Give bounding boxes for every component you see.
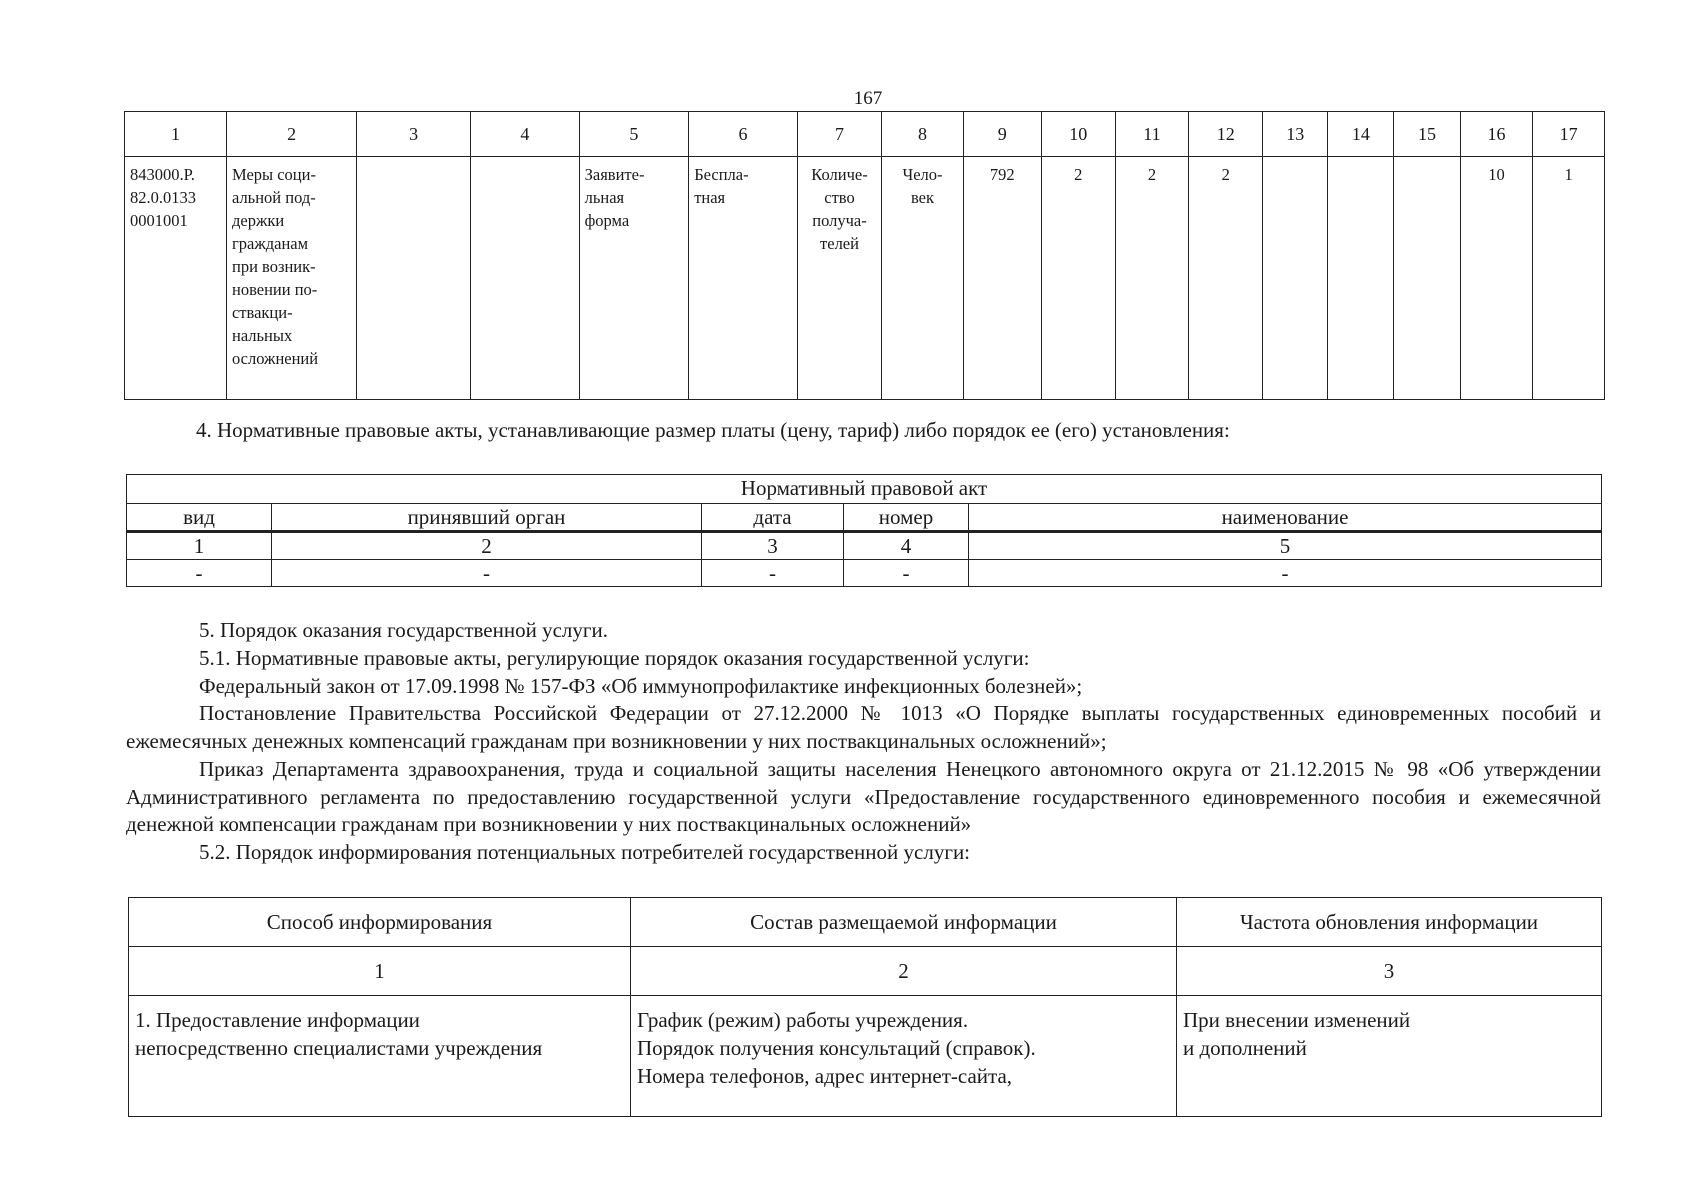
table-cell: - (702, 560, 844, 587)
table-cell: - (272, 560, 702, 587)
column-header: вид (127, 504, 272, 532)
table-header-row (129, 898, 1602, 947)
column-header: 8 (882, 112, 963, 157)
column-header: наименование (969, 504, 1602, 532)
page-number: 167 (853, 88, 883, 109)
table-header-row (125, 112, 1605, 157)
information-content-cell: График (режим) работы учреждения. Порядок получения консультаций (справок). Номера телефонов, адрес интернет-сайта, (631, 996, 1177, 1117)
legal-act-title: Нормативный правовой акт (127, 475, 1602, 504)
section-5-heading: 5. Порядок оказания государственной услуги. (199, 618, 608, 642)
registry-code-cell: 843000.Р. 82.0.0133 0001001 (125, 157, 227, 400)
legal-act-table (126, 474, 1602, 587)
column-header: 17 (1533, 112, 1605, 157)
column-header: 13 (1263, 112, 1328, 157)
service-name-cell: Меры соци- альной под- держки гражданам при возник- новении по- ствакци- нальных осложнений (226, 157, 356, 400)
payment-cell: Беспла- тная (689, 157, 798, 400)
column-header: 2 (226, 112, 356, 157)
table-cell: 2 (631, 947, 1177, 996)
form-cell: Заявите- льная форма (579, 157, 689, 400)
table-cell: - (844, 560, 969, 587)
deviation-absolute-cell: 1 (1533, 157, 1605, 400)
table-cell: - (127, 560, 272, 587)
table-cell: 3 (1177, 947, 1602, 996)
column-header: дата (702, 504, 844, 532)
value-cell: 2 (1041, 157, 1115, 400)
column-header: принявший орган (272, 504, 702, 532)
column-header: 6 (689, 112, 798, 157)
indicator-cell: Количе- ство получа- телей (797, 157, 882, 400)
law-paragraph: Федеральный закон от 17.09.1998 № 157-ФЗ «Об иммунопрофилактике инфекционных болезней»; (199, 674, 1083, 698)
informing-method-cell: 1. Предоставление информации непосредственно специалистами учреждения (129, 996, 631, 1117)
column-header: 7 (797, 112, 882, 157)
table-cell (357, 157, 471, 400)
law-paragraph: Приказ Департамента здравоохранения, труда и социальной защиты населения Ненецкого автономного округа от 21.12.2015 № 98 «Об утверждении Административного регламента по предоставлению государственной услуги «Предоставление государственного единовременного пособия и ежемесячной денежной компенсации гражданам при возникновении у них поствакцинальных осложнений» (126, 757, 1601, 836)
informing-table (128, 897, 1602, 1117)
column-header: 4 (471, 112, 580, 157)
column-header: 16 (1460, 112, 1533, 157)
table-cell: 1 (127, 532, 272, 560)
table-row (127, 532, 1602, 560)
column-header: 9 (963, 112, 1041, 157)
table-cell: 2 (272, 532, 702, 560)
table-cell (1263, 157, 1328, 400)
column-header: 10 (1041, 112, 1115, 157)
table-row (125, 157, 1605, 400)
value-cell: 2 (1189, 157, 1263, 400)
column-header: 12 (1189, 112, 1263, 157)
column-header: 1 (125, 112, 227, 157)
table-cell (1328, 157, 1394, 400)
column-header: Способ информирования (129, 898, 631, 947)
table-number-row (129, 947, 1602, 996)
column-header: Частота обновления информации (1177, 898, 1602, 947)
section-4-heading: 4. Нормативные правовые акты, устанавливающие размер платы (цену, тариф) либо порядок ее (его) установления: (196, 418, 1230, 442)
table-cell: 4 (844, 532, 969, 560)
value-cell: 2 (1115, 157, 1189, 400)
indicators-table (124, 111, 1605, 400)
column-header: 15 (1394, 112, 1460, 157)
table-cell (1394, 157, 1460, 400)
column-header: 5 (579, 112, 689, 157)
deviation-percent-cell: 10 (1460, 157, 1533, 400)
table-row (127, 560, 1602, 587)
column-header: 11 (1115, 112, 1189, 157)
law-paragraph: Постановление Правительства Российской Федерации от 27.12.2000 № 1013 «О Порядке выплаты государственных единовременных пособий и ежемесячных денежных компенсаций гражданам при возникновении у них поствакцинальных осложнений»; (126, 701, 1601, 753)
section-5-2-heading: 5.2. Порядок информирования потенциальных потребителей государственной услуги: (199, 840, 971, 864)
column-header: 14 (1328, 112, 1394, 157)
column-header: номер (844, 504, 969, 532)
table-cell: 3 (702, 532, 844, 560)
unit-cell: Чело- век (882, 157, 963, 400)
table-header-row (127, 504, 1602, 532)
table-cell: - (969, 560, 1602, 587)
column-header: 3 (357, 112, 471, 157)
column-header: Состав размещаемой информации (631, 898, 1177, 947)
update-frequency-cell: При внесении изменений и дополнений (1177, 996, 1602, 1117)
table-cell: 1 (129, 947, 631, 996)
section-5-1-heading: 5.1. Нормативные правовые акты, регулирующие порядок оказания государственной услуги: (199, 646, 1030, 670)
okei-code-cell: 792 (963, 157, 1041, 400)
table-cell: 5 (969, 532, 1602, 560)
table-title-row (127, 475, 1602, 504)
table-row (129, 996, 1602, 1117)
table-cell (471, 157, 580, 400)
